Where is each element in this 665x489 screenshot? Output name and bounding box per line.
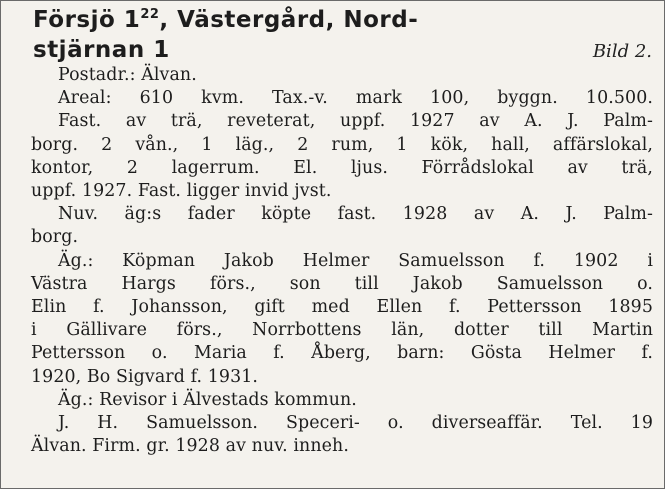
text-line: Areal: 610 kvm. Tax.-v. mark 100, byggn. 10.500. <box>58 88 653 109</box>
text-line: borg. 2 vån., 1 läg., 2 rum, 1 kök, hall, affärslokal, <box>31 134 653 155</box>
text-line: Västra Hargs förs., son till Jakob Samuelsson o. <box>31 273 653 294</box>
text-line: Pettersson o. Maria f. Åberg, barn: Gösta Helmer f. <box>31 343 653 364</box>
text-line: Älvan. Firm. gr. 1928 av nuv. inneh. <box>31 436 349 457</box>
text-line: Äg.: Köpman Jakob Helmer Samuelsson f. 1902 i <box>58 250 653 271</box>
text-line: uppf. 1927. Fast. ligger invid jvst. <box>31 181 332 202</box>
text-line: Elin f. Johansson, gift med Ellen f. Pettersson 1895 <box>31 297 653 318</box>
text-line: 1920, Bo Sigvard f. 1931. <box>31 366 259 387</box>
text-line: borg. <box>31 227 79 248</box>
text-line: Äg.: Revisor i Älvestads kommun. <box>58 389 357 410</box>
image-reference: Bild 2. <box>592 41 652 62</box>
text-line: Fast. av trä, reveterat, uppf. 1927 av A. J. Palm- <box>58 111 653 132</box>
text-line: Postadr.: Älvan. <box>58 65 197 85</box>
entry-body <box>31 64 653 458</box>
heading-line-1 <box>33 5 643 35</box>
text-line: i Gällivare förs., Norrbottens län, dotter till Martin <box>31 320 653 341</box>
heading-location: , Västergård, Nord- <box>159 7 419 33</box>
entry-heading <box>33 5 643 65</box>
heading-superscript: 22 <box>140 7 160 22</box>
heading-name: Försjö 1 <box>33 7 141 33</box>
heading-line-2: stjärnan 1 <box>33 37 170 63</box>
text-line: J. H. Samuelsson. Speceri- o. diverseaffär. Tel. 19 <box>58 413 653 434</box>
text-line: kontor, 2 lagerrum. El. ljus. Förrådslokal av trä, <box>31 157 653 178</box>
text-line: Nuv. äg:s fader köpte fast. 1928 av A. J. Palm- <box>58 204 653 225</box>
